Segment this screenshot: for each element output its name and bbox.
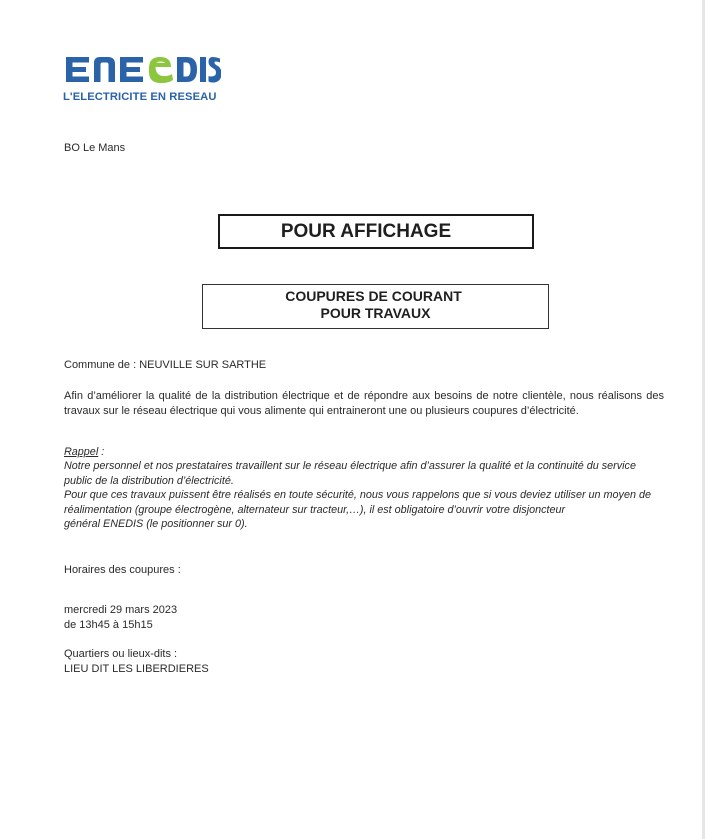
- schedule-label: Horaires des coupures :: [64, 564, 181, 576]
- reminder-line: public de la distribution d’électricité.: [64, 474, 234, 487]
- reminder-line: général ENEDIS (le positionner sur 0).: [64, 518, 248, 531]
- reminder-heading: [64, 445, 664, 459]
- reminder-line: Notre personnel et nos prestataires travaillent sur le réseau électrique afin d’assurer la qualité et la continuité du service: [64, 460, 636, 473]
- subject-box: [202, 284, 549, 329]
- reminder-title-suffix: :: [98, 446, 105, 458]
- logo-tagline: L'ELECTRICITE EN RESEAU: [63, 91, 217, 103]
- areas-value: LIEU DIT LES LIBERDIERES: [64, 663, 209, 675]
- reminder-block: [64, 445, 664, 531]
- intro-paragraph: Afin d’améliorer la qualité de la distribution électrique et de répondre aux besoins de notre clientèle, nous réalisons des travaux sur le réseau électrique qui vous alimente qui entraineront une ou plusieurs coupures d’électricité.: [64, 390, 664, 417]
- reminder-title: Rappel: [64, 446, 99, 458]
- subject-line-1: COUPURES DE COURANT: [285, 288, 462, 304]
- areas-label: Quartiers ou lieux-dits :: [64, 648, 178, 660]
- schedule-date: mercredi 29 mars 2023: [64, 604, 178, 616]
- subject-line-2: POUR TRAVAUX: [320, 305, 431, 321]
- reminder-line: Pour que ces travaux puissent être réalisés en toute sécurité, nous vous rappelons que si vous deviez utiliser un moyen de: [64, 489, 651, 502]
- reminder-line: réalimentation (groupe électrogène, alternateur sur tracteur,…), il est obligatoire d’ouvrir votre disjoncteur: [64, 503, 566, 516]
- schedule-time: de 13h45 à 15h15: [64, 619, 153, 631]
- sender-office: BO Le Mans: [64, 142, 126, 154]
- commune-line: Commune de : NEUVILLE SUR SARTHE: [64, 359, 267, 371]
- display-banner-text: POUR AFFICHAGE: [280, 221, 452, 242]
- display-banner: [218, 214, 534, 249]
